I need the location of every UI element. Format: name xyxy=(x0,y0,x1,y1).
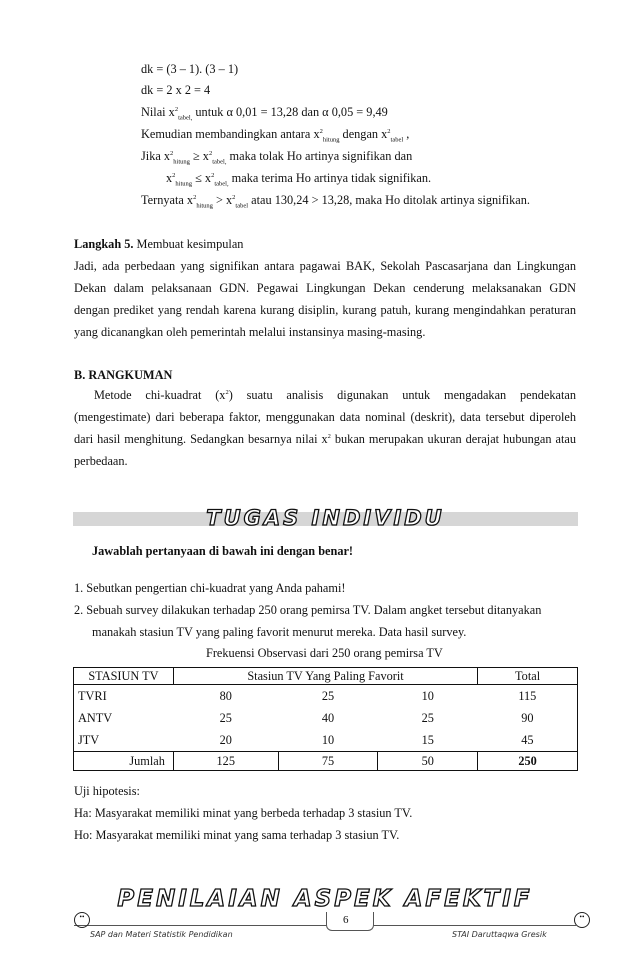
cell: 25 xyxy=(321,688,335,703)
cell: 20 xyxy=(219,732,232,747)
footer-rule xyxy=(74,925,576,926)
cell-total: 45 xyxy=(478,729,578,752)
cell-total: 90 xyxy=(478,707,578,729)
kesimpulan-line-2: Dekan dalam pelaksanaan GDN. Pegawai Lingkungan Dekan cenderung melaksanakan GDN xyxy=(74,281,576,295)
total-label: Jumlah xyxy=(74,752,174,771)
bandingkan-line: Kemudian membandingkan antara $x^2_{hitung}$ dengan $x^2_{tabel}$ , xyxy=(141,127,410,144)
tugas-banner-title: TUGAS INDIVIDU xyxy=(206,506,445,530)
kesimpulan-line-3: dengan prediket yang rendah karena kurang disiplin, kurang patuh, kurang mengindahkan peraturan xyxy=(74,303,576,317)
hipotesis-title: Uji hipotesis: xyxy=(74,784,140,798)
page-number-bracket xyxy=(326,912,374,931)
question-1: 1. Sebutkan pengertian chi-kuadrat yang Anda pahami! xyxy=(74,581,346,595)
total-cell: 125 xyxy=(173,752,278,771)
rangkuman-line-4: perbedaan. xyxy=(74,454,128,468)
table-caption: Frekuensi Observasi dari 250 orang pemirsa TV xyxy=(206,646,443,660)
cell: 80 xyxy=(219,688,232,703)
header-stasiun: STASIUN TV xyxy=(74,668,174,685)
table-row xyxy=(74,685,578,708)
rangkuman-line-1: Metode chi-kuadrat $(x^2)$ suatu analisis digunakan untuk mengadakan pendekatan xyxy=(94,388,576,402)
jika-tolak-line: Jika $x^2_{hitung} \ge x^2_{tabel,}$ maka tolak Ho artinya signifikan dan xyxy=(141,149,413,166)
cell: 10 xyxy=(321,732,335,747)
row-name: JTV xyxy=(74,729,174,752)
kesimpulan-line-4: yang dicanangkan oleh pemerintah melalui instansinya masing-masing. xyxy=(74,325,426,339)
hipotesis-ho: Ho: Masyarakat memiliki minat yang sama terhadap 3 stasiun TV. xyxy=(74,828,400,842)
question-2-line-2: manakah stasiun TV yang paling favorit menurut mereka. Data hasil survey. xyxy=(92,625,467,639)
cell: 10 xyxy=(421,688,434,703)
smiley-right-icon: •• xyxy=(574,912,590,928)
table-row xyxy=(74,729,578,752)
rangkuman-heading: B. RANGKUMAN xyxy=(74,368,173,382)
rangkuman-line-3: dari hasil menghitung. Sedangkan besarnya nilai $x^2$ bukan merupakan ukuran derajat hubungan atau xyxy=(74,432,576,446)
cell-total: 115 xyxy=(478,685,578,708)
jika-terima-line: $x^2_{hitung} \le x^2_{tabel,}$ maka terima Ho artinya tidak signifikan. xyxy=(166,171,432,188)
header-favorit: Stasiun TV Yang Paling Favorit xyxy=(173,668,477,685)
afektif-banner-title: PENILAIAN ASPEK AFEKTIF xyxy=(117,886,533,912)
rangkuman-line-2: (mengestimate) dari beberapa faktor, menggunakan data nominal (deskrit), data tersebut diperoleh xyxy=(74,410,576,424)
ternyata-line: Ternyata $x^2_{hitung} > x^2_{tabel}$ atau 130,24 > 13,28, maka Ho ditolak artinya signifikan. xyxy=(141,193,530,210)
header-total: Total xyxy=(478,668,578,685)
table-row xyxy=(74,707,578,729)
tugas-instruction: Jawablah pertanyaan di bawah ini dengan benar! xyxy=(92,544,354,558)
smiley-left-icon: •• xyxy=(74,912,90,928)
langkah5-heading: Langkah 5. Membuat kesimpulan xyxy=(74,237,244,251)
cell: 15 xyxy=(421,732,434,747)
total-cell: 50 xyxy=(378,752,478,771)
cell: 25 xyxy=(219,710,232,725)
footer-right-text: STAI Daruttaqwa Gresik xyxy=(452,930,547,939)
cell: 25 xyxy=(421,710,434,725)
hipotesis-ha: Ha: Masyarakat memiliki minat yang berbeda terhadap 3 stasiun TV. xyxy=(74,806,413,820)
nilai-tabel-line: Nilai $x^2_{tabel,}$ untuk α 0,01 = 13,28 dan α 0,05 = 9,49 xyxy=(141,105,388,122)
dk-result: dk = 2 x 2 = 4 xyxy=(141,83,211,97)
page-number: 6 xyxy=(343,914,349,926)
row-name: ANTV xyxy=(74,707,174,729)
dk-formula: dk = (3 – 1). (3 – 1) xyxy=(141,62,239,76)
cell: 40 xyxy=(321,710,335,725)
question-2-line-1: 2. Sebuah survey dilakukan terhadap 250 orang pemirsa TV. Dalam angket tersebut ditanyakan xyxy=(74,603,542,617)
total-cell: 75 xyxy=(278,752,378,771)
kesimpulan-line-1: Jadi, ada perbedaan yang signifikan antara pagawai BAK, Sekolah Pascasarjana dan Lingkungan xyxy=(74,259,576,273)
observation-table xyxy=(73,667,578,771)
footer-left-text: SAP dan Materi Statistik Pendidikan xyxy=(90,930,233,939)
grand-total: 250 xyxy=(478,752,578,771)
table-header-row xyxy=(74,668,578,685)
row-name: TVRI xyxy=(74,685,174,708)
table-total-row xyxy=(74,752,578,771)
